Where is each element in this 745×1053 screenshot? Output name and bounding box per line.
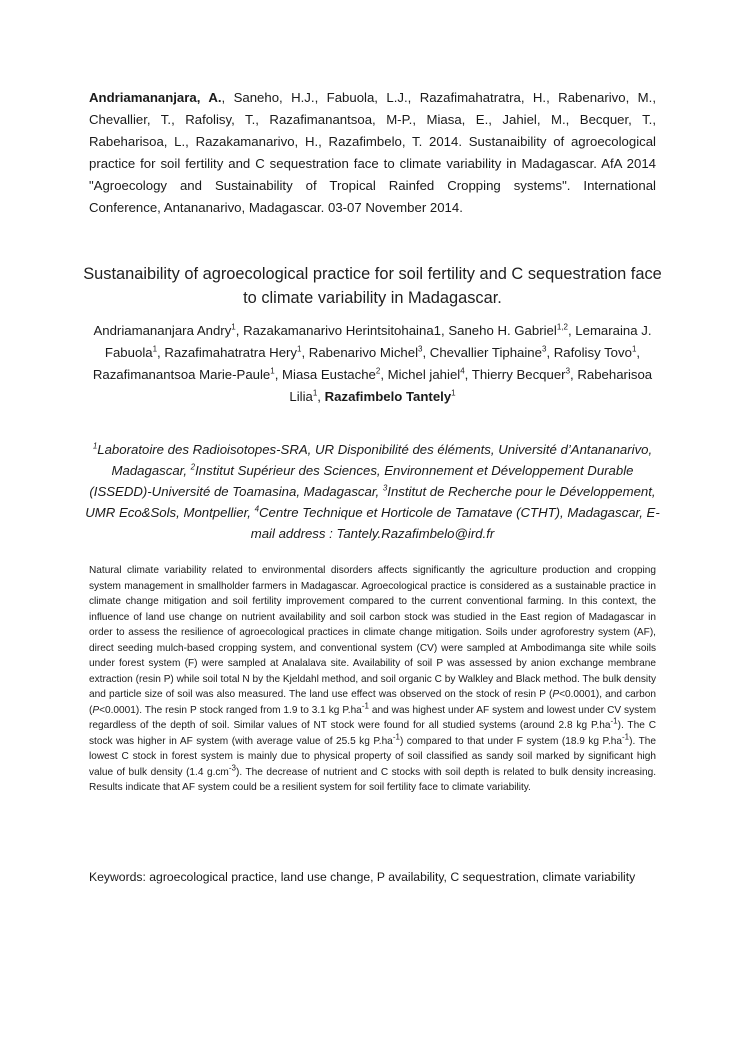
citation-lead-author: Andriamananjara, A. <box>89 90 222 105</box>
author-name: , Razakamanarivo Herintsitohaina1, Saneho H. Gabriel <box>235 323 557 338</box>
abstract-text: Natural climate variability related to environmental disorders affects significantly the agriculture production and cropping system management in smallholder farmers in Madagascar. Agroecological practice is considered as a sustainable practice in climate change mitigation and soil fertility improvement compared to the current conventional farming. In this context, the influence of land use change on nutrient availability and soil carbon stock was studied in the East region of Madagascar in order to assess the resilience of agroecological practices in climate change mitigation. Soils under agroforestry system (AF), direct seeding mulch-based cropping system, and conventional system (CV) were sampled at Ambodimanga site while soils under forest system (F) were sampled at Analalava site. Availability of soil P was assessed by anion exchange membrane extraction (resin P) while soil total N by the Kjeldahl method, and soil organic C by Walkley and Black method. The bulk density and particle size of soil was also measured. The land use effect was observed on the stock of resin P ( <box>89 565 656 700</box>
affiliation-text: Institut de Recherche pour le Développement, UMR Eco&Sols, Montpellier, <box>85 484 656 520</box>
author-affiliation-mark: 1 <box>297 344 302 354</box>
author-name: , Rabeharisoa Lilia <box>289 367 653 404</box>
author-name: , Chevallier Tiphaine <box>422 345 542 360</box>
author-name: , Michel jahiel <box>380 367 461 382</box>
author-affiliation-mark: 1 <box>631 344 637 354</box>
affiliation-text: Institut Supérieur des Sciences, Environnement et Développement Durable (ISSEDD)-Université de Toamasina, Madagascar, <box>89 463 634 499</box>
abstract-text: ) compared to that under F system (18.9 kg P.ha <box>399 735 622 747</box>
author-affiliation-mark: 1 <box>231 322 236 332</box>
abstract-italic: P <box>552 689 560 700</box>
author-name: , Razafimahatratra Hery <box>157 345 298 360</box>
affiliation-text: Laboratoire des Radioisotopes-SRA, UR Disponibilité des éléments, Université d’Antananarivo, Madagascar, <box>97 442 653 478</box>
corresponding-author: Razafimbelo Tantely <box>324 389 452 404</box>
affiliation-mark: 1 <box>92 441 98 451</box>
author-affiliation-mark: 3 <box>541 344 547 354</box>
author-name: Andriamananjara Andry <box>93 323 232 338</box>
affiliations <box>84 439 661 544</box>
affiliation-mark: 4 <box>254 504 260 514</box>
author-list <box>84 320 661 408</box>
author-separator: , <box>317 389 325 404</box>
affiliation-text: Centre Technique et Horticole de Tamatave (CTHT), Madagascar, E-mail address : Tantely.Razafimbelo@ird.fr <box>250 505 660 541</box>
abstract-italic: P <box>92 704 100 716</box>
author-affiliation-mark: 2 <box>375 366 381 376</box>
abstract-superscript: -1 <box>622 732 630 742</box>
affiliation-mark: 2 <box>190 462 196 472</box>
author-name: , Razafimanantsoa Marie-Paule <box>92 345 641 382</box>
abstract-text: <0.0001). The resin P stock ranged from 1.9 to 3.1 kg P.ha <box>99 704 362 716</box>
keywords-line: Keywords: agroecological practice, land use change, P availability, C sequestration, climate variability <box>89 870 636 884</box>
abstract-superscript: -1 <box>392 732 400 742</box>
abstract-superscript: -1 <box>610 716 618 726</box>
abstract-paragraph <box>89 563 656 796</box>
author-affiliation-mark: 1 <box>451 388 456 398</box>
author-name: , Lemaraina J. Fabuola <box>104 323 652 360</box>
abstract-text: and was highest under AF system and lowest under CV system regardless of the depth of soil. Similar values of NT stock were found for all studied systems (around 2.8 kg P.ha <box>89 704 656 731</box>
citation-text: , Saneho, H.J., Fabuola, L.J., Razafimahatratra, H., Rabenarivo, M., Chevallier, T., Rafolisy, T., Razafimanantsoa, M-P., Miasa, E., Jahiel, M., Becquer, T., Rabeharisoa, L., Razakamanarivo, H., Razafimbelo, T. 2014. Sustanaibility of agroecological practice for soil fertility and C sequestration face to climate variability in Madagascar. AfA 2014 "Agroecology and Sustainability of Tropical Rainfed Cropping systems". International Conference, Antananarivo, Madagascar. 03-07 November 2014. <box>89 90 656 215</box>
author-name: , Rabenarivo Michel <box>301 345 419 360</box>
abstract-superscript: -3 <box>228 763 236 773</box>
author-name: , Miasa Eustache <box>274 367 376 382</box>
author-name: , Rafolisy Tovo <box>546 345 632 360</box>
author-affiliation-mark: 1 <box>312 388 318 398</box>
abstract-text: <0.0001), and carbon ( <box>89 689 656 716</box>
author-affiliation-mark: 3 <box>418 344 423 354</box>
author-affiliation-mark: 1 <box>270 366 275 376</box>
author-affiliation-mark: 3 <box>565 366 571 376</box>
author-affiliation-mark: 1,2 <box>556 322 568 332</box>
affiliation-mark: 3 <box>382 483 388 493</box>
citation-paragraph <box>89 87 656 219</box>
paper-title: Sustanaibility of agroecological practice for soil fertility and C sequestration face to climate variability in Madagascar. <box>83 265 662 307</box>
abstract-text: ). The lowest C stock in forest system is mainly due to physical property of soil classified as sandy soil marked by significant high value of bulk density (1.4 g.cm <box>89 735 656 778</box>
abstract-text: ). The C stock was higher in AF system (with average value of 25.5 kg P.ha <box>89 720 656 747</box>
abstract-text: ). The decrease of nutrient and C stocks with soil depth is related to bulk density increasing. Results indicate that AF system could be a resilient system for soil fertility face to climate variability. <box>89 766 656 793</box>
author-affiliation-mark: 1 <box>152 344 158 354</box>
author-name: , Thierry Becquer <box>464 367 566 382</box>
abstract-superscript: -1 <box>361 701 369 711</box>
author-affiliation-mark: 4 <box>460 366 465 376</box>
